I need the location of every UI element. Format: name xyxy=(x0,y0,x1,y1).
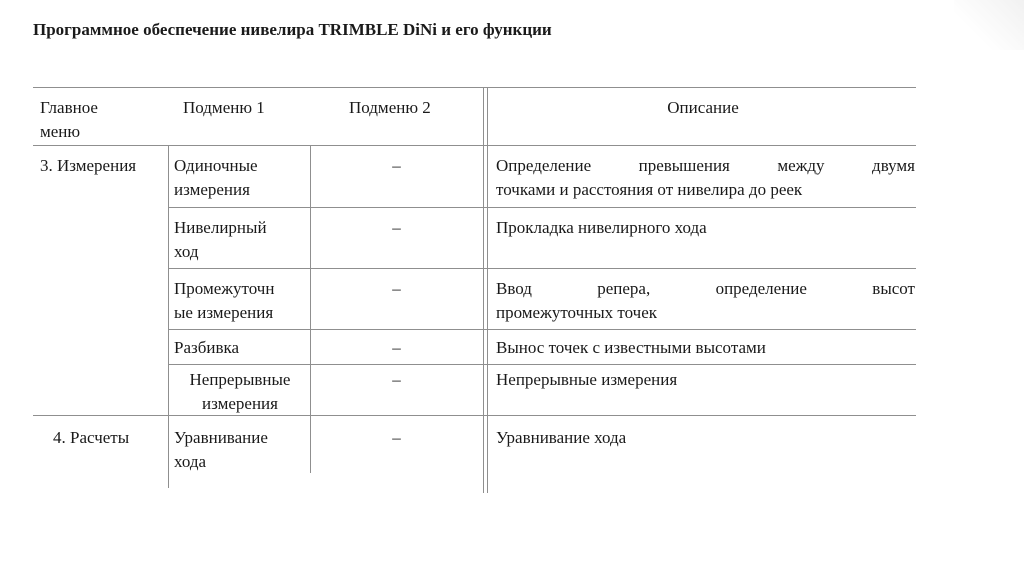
cell-line: Одиночные xyxy=(174,156,258,175)
table-row-desc xyxy=(496,336,915,360)
group-main-measurements: 3. Измерения xyxy=(40,156,137,175)
cell-line: точками и расстояния от нивелира до реек xyxy=(496,180,803,199)
cell-line: Промежуточн xyxy=(174,279,275,298)
cell-line: ые измерения xyxy=(174,303,274,322)
table-row-sub2: – xyxy=(392,370,401,389)
table-row-sub2: – xyxy=(392,279,401,298)
table-row-sub2: – xyxy=(392,156,401,175)
table-row-desc xyxy=(496,154,915,202)
page-title: Программное обеспечение нивелира TRIMBLE DiNi и его функции xyxy=(33,20,552,39)
table-row-desc xyxy=(496,368,915,392)
group-main-calculations: 4. Расчеты xyxy=(53,428,130,447)
cell-line: Ввод репера, определение высот xyxy=(496,279,915,298)
column-divider xyxy=(483,88,484,493)
header-description: Описание xyxy=(667,98,739,117)
cell-line: измерения xyxy=(202,394,278,413)
row-divider xyxy=(168,329,916,330)
cell-line: Непрерывные измерения xyxy=(496,370,678,389)
group-divider xyxy=(33,415,916,416)
header-submenu-1: Подменю 1 xyxy=(183,98,265,117)
cell-line: Уравнивание хода xyxy=(496,428,627,447)
cell-line: промежуточных точек xyxy=(496,303,658,322)
cell-line: Разбивка xyxy=(174,338,240,357)
table-row-sub1 xyxy=(174,336,308,360)
header-main-menu xyxy=(40,96,165,144)
header-main-menu-line: Главное xyxy=(40,98,98,117)
cell-line: измерения xyxy=(174,180,250,199)
slide-corner-decoration xyxy=(954,0,1024,50)
column-divider xyxy=(310,145,311,473)
table-row-desc xyxy=(496,216,915,240)
table-row-desc xyxy=(496,277,915,325)
table-row-sub1 xyxy=(170,368,310,416)
header-bottom-border xyxy=(33,145,916,146)
cell-line: Вынос точек с известными высотами xyxy=(496,338,766,357)
column-divider xyxy=(168,145,169,488)
cell-line: хода xyxy=(174,452,207,471)
table-row-sub2: – xyxy=(392,218,401,237)
table-row-sub1 xyxy=(174,154,308,202)
cell-line: ход xyxy=(174,242,199,261)
cell-line: Уравнивание xyxy=(174,428,268,447)
table-top-border xyxy=(33,87,916,88)
cell-line: Непрерывные xyxy=(189,370,291,389)
table-row-desc xyxy=(496,426,915,450)
column-divider xyxy=(487,88,488,493)
row-divider xyxy=(168,364,916,365)
table-row-sub1 xyxy=(174,426,308,474)
header-main-menu-line: меню xyxy=(40,122,81,141)
header-submenu-2: Подменю 2 xyxy=(349,98,431,117)
table-row-sub1 xyxy=(174,277,308,325)
cell-line: Определение превышения между двумя xyxy=(496,156,915,175)
table-row-sub2: – xyxy=(392,428,401,447)
row-divider xyxy=(168,207,916,208)
cell-line: Нивелирный xyxy=(174,218,267,237)
row-divider xyxy=(168,268,916,269)
table-row-sub1 xyxy=(174,216,308,264)
table-row-sub2: – xyxy=(392,338,401,357)
cell-line: Прокладка нивелирного хода xyxy=(496,218,707,237)
